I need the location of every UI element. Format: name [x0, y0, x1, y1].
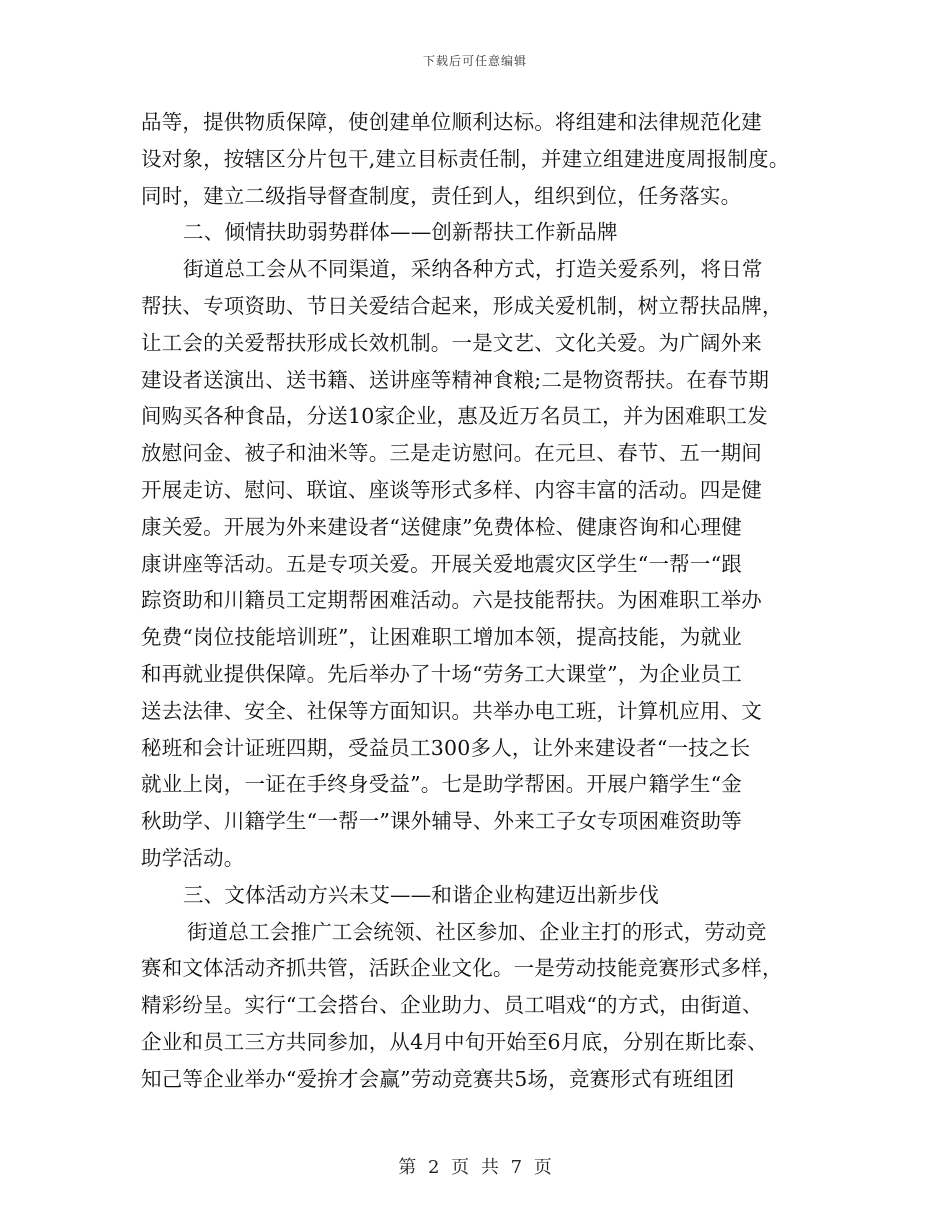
text-line: 和再就业提供保障。先后举办了十场“劳务工大课堂”，为企业员工 — [141, 661, 742, 686]
text-line: 知己等企业举办“爱拚才会赢”劳动竞赛共5场，竞赛形式有班组团 — [141, 1066, 735, 1091]
section-heading: 二、倾情扶助弱势群体——创新帮扶工作新品牌 — [183, 220, 618, 245]
paragraph-first-line: 街道总工会推广工会统领、社区参加、企业主打的形式，劳动竞 — [187, 919, 767, 944]
text-line: 秘班和会计证班四期，受益员工300多人，让外来建设者“一技之长 — [141, 735, 751, 760]
page-header-note: 下载后可任意编辑 — [422, 54, 527, 68]
text-line: 间购买各种食品，分送10家企业，惠及近万名员工，并为困难职工发 — [141, 404, 768, 429]
section-heading: 三、文体活动方兴未艾——和谐企业构建迈出新步伐 — [183, 882, 660, 907]
text-line: 帮扶、专项资助、节日关爱结合起来，形成关爱机制，树立帮扶品牌， — [141, 293, 783, 318]
text-line: 开展走访、慰问、联谊、座谈等形式多样、内容丰富的活动。四是健 — [141, 477, 762, 502]
page-number-footer: 第 2 页 共 7 页 — [398, 1157, 552, 1178]
paragraph-first-line: 街道总工会从不同渠道，采纳各种方式，打造关爱系列，将日常 — [183, 257, 763, 282]
text-line: 免费“岗位技能培训班”，让困难职工增加本领，提高技能，为就业 — [141, 625, 742, 650]
text-line: 建设者送演出、送书籍、送讲座等精神食粮;二是物资帮扶。在春节期 — [141, 367, 770, 392]
text-line: 赛和文体活动齐抓共管，活跃企业文化。一是劳动技能竞赛形式多样， — [141, 956, 783, 981]
text-line: 助学活动。 — [141, 845, 245, 870]
text-line: 同时，建立二级指导督查制度，责任到人，组织到位，任务落实。 — [141, 183, 742, 208]
text-line: 就业上岗，一证在手终身受益”。七是助学帮困。开展户籍学生“金 — [141, 772, 742, 797]
text-line: 设对象，按辖区分片包干,建立目标责任制，并建立组建进度周报制度。 — [141, 146, 790, 171]
text-line: 企业和员工三方共同参加，从4月中旬开始至6月底，分别在斯比泰、 — [141, 1029, 768, 1054]
text-line: 踪资助和川籍员工定期帮困难活动。六是技能帮扶。为困难职工举办 — [141, 588, 762, 613]
text-line: 品等，提供物质保障，使创建单位顺利达标。将组建和法律规范化建 — [141, 110, 762, 134]
text-line: 让工会的关爱帮扶形成长效机制。一是文艺、文化关爱。为广阔外来 — [141, 330, 762, 355]
text-line: 精彩纷呈。实行“工会搭台、企业助力、员工唱戏“的方式，由街道、 — [141, 993, 763, 1018]
text-line: 康关爱。开展为外来建设者“送健康”免费体检、健康咨询和心理健 — [141, 514, 742, 539]
text-line: 康讲座等活动。五是专项关爱。开展关爱地震灾区学生“一帮一“跟 — [141, 551, 742, 576]
text-line: 秋助学、川籍学生“一帮一”课外辅导、外来工子女专项困难资助等 — [141, 809, 742, 834]
text-line: 送去法律、安全、社保等方面知识。共举办电工班，计算机应用、文 — [141, 698, 762, 723]
text-line: 放慰问金、被子和油米等。三是走访慰问。在元旦、春节、五一期间 — [141, 441, 762, 466]
document-body — [141, 104, 821, 1098]
